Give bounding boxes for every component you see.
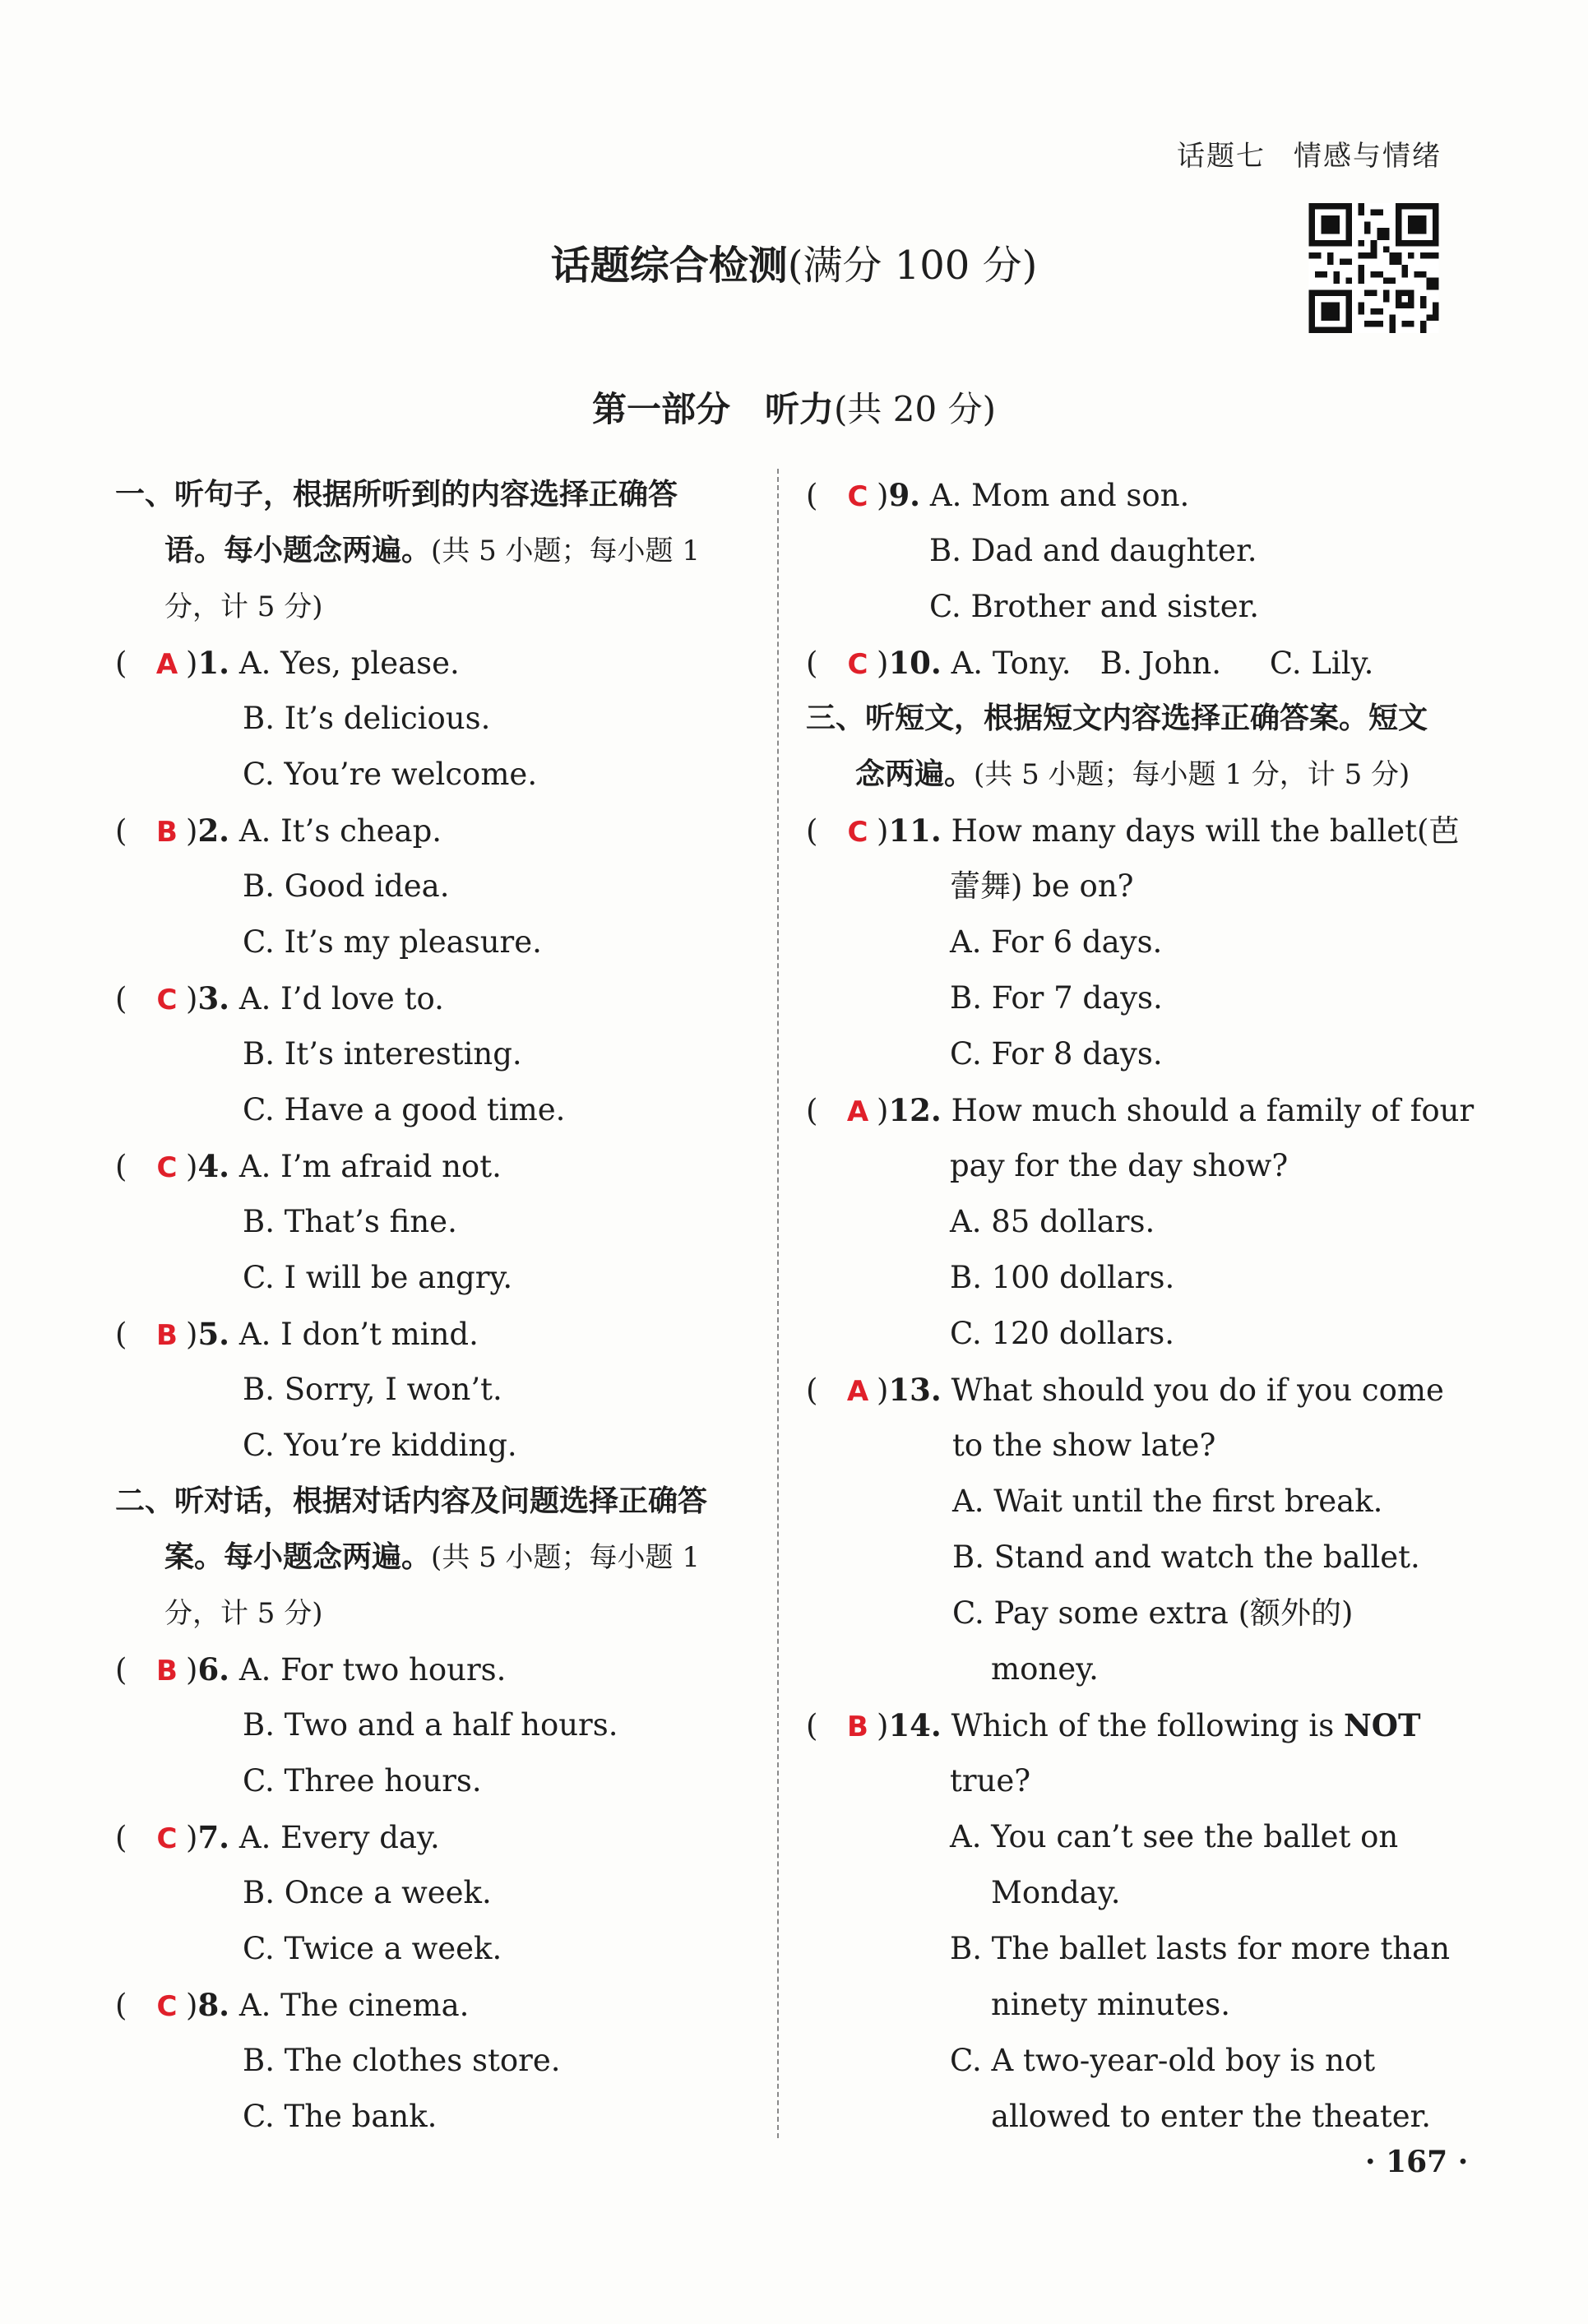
- option-a: A. Every day.: [238, 1820, 440, 1855]
- part-title: [0, 382, 1588, 432]
- option-c: C. Brother and sister.: [929, 589, 1260, 624]
- section-2-line-2: 案。每小题念两遍。(共 5 小题；每小题 1: [164, 1540, 700, 1574]
- option-b: B. For 7 days.: [950, 980, 1163, 1016]
- answer-q5[interactable]: B: [156, 1319, 178, 1352]
- question-stem-cont: pay for the day show?: [950, 1148, 1289, 1183]
- option-c: C. Pay some extra (额外的): [952, 1595, 1354, 1631]
- question-stem-cont: true?: [950, 1763, 1031, 1799]
- question-11: ( C )11. How many days will the ballet(芭 蕾舞) be on? A. For 6 days. B. For 7 days. C. For 8 days.: [806, 803, 1443, 1082]
- question-5: ( B )5. A. I don’t mind. B. Sorry, I won’t. C. You’re kidding.: [115, 1306, 748, 1474]
- option-b: B. It’s interesting.: [243, 1036, 522, 1072]
- option-b: B. It’s delicious.: [243, 701, 491, 736]
- option-c: C. Twice a week.: [243, 1931, 502, 1966]
- option-b: B. The ballet lasts for more than: [950, 1931, 1451, 1966]
- column-divider: [777, 469, 779, 2138]
- question-13: ( A )13. What should you do if you come to the show late? A. Wait until the first break. B. Stand and watch the ballet. C. Pay some extra (额外的) money.: [806, 1362, 1443, 1697]
- section-3-instructions: [806, 691, 1443, 803]
- option-a: A. Yes, please.: [238, 646, 460, 681]
- option-b: B. The clothes store.: [243, 2043, 561, 2078]
- option-a: A. 85 dollars.: [950, 1204, 1155, 1239]
- answer-q1[interactable]: A: [155, 648, 178, 681]
- option-a: A. I’d love to.: [238, 981, 444, 1016]
- topic-label: 话题七: [1177, 140, 1266, 173]
- option-c: C. You’re kidding.: [243, 1428, 517, 1463]
- section-1-line-3: 分，计 5 分): [164, 590, 323, 623]
- section-3-line-2: 念两遍。(共 5 小题；每小题 1 分，计 5 分): [855, 757, 1410, 791]
- option-a: A. The cinema.: [238, 1988, 470, 2023]
- answer-q6[interactable]: B: [156, 1655, 178, 1687]
- option-c: C. For 8 days.: [950, 1036, 1163, 1072]
- answer-q14[interactable]: B: [847, 1711, 868, 1743]
- topic-subtitle: 情感与情绪: [1294, 140, 1442, 173]
- answer-q9[interactable]: C: [847, 480, 868, 513]
- section-2-line-3: 分，计 5 分): [164, 1597, 323, 1630]
- option-b: B. Good idea.: [243, 868, 450, 904]
- option-a: A. I don’t mind.: [238, 1317, 479, 1352]
- option-b: B. 100 dollars.: [950, 1260, 1175, 1295]
- question-7: ( C )7. A. Every day. B. Once a week. C. Twice a week.: [115, 1809, 748, 1977]
- option-a-cont: Monday.: [991, 1875, 1121, 1910]
- option-a: A. Tony.: [951, 646, 1072, 681]
- option-b-cont: ninety minutes.: [991, 1987, 1231, 2022]
- option-b: B. Two and a half hours.: [243, 1707, 618, 1743]
- option-c: C. Have a good time.: [243, 1092, 566, 1127]
- question-4: ( C )4. A. I’m afraid not. B. That’s fine. C. I will be angry.: [115, 1138, 748, 1306]
- qr-code-icon[interactable]: [1307, 203, 1441, 333]
- title-score: (满分 100 分): [787, 243, 1038, 289]
- question-2: ( B )2. A. It’s cheap. B. Good idea. C. It’s my pleasure.: [115, 803, 748, 970]
- question-stem: What should you do if you come: [951, 1373, 1444, 1408]
- option-c: C. It’s my pleasure.: [243, 924, 542, 960]
- option-c: C. I will be angry.: [243, 1260, 513, 1295]
- right-column: [806, 467, 1475, 2145]
- section-1-line-1: 一、听句子，根据所听到的内容选择正确答: [115, 478, 678, 512]
- section-1-line-2: 语。每小题念两遍。(共 5 小题；每小题 1: [164, 534, 700, 567]
- option-c-cont: money.: [991, 1651, 1099, 1687]
- section-2-instructions: [115, 1474, 748, 1641]
- question-3: ( C )3. A. I’d love to. B. It’s interesting. C. Have a good time.: [115, 970, 748, 1138]
- option-a: A. Wait until the first break.: [952, 1484, 1383, 1519]
- answer-q13[interactable]: A: [846, 1375, 869, 1408]
- option-b: B. Sorry, I won’t.: [243, 1372, 502, 1407]
- option-a: A. For two hours.: [238, 1652, 507, 1687]
- option-b: B. John.: [1100, 646, 1222, 681]
- question-stem: How many days will the ballet(芭: [951, 813, 1460, 849]
- title-main: 话题综合检测: [550, 243, 788, 289]
- option-a: A. Mom and son.: [929, 478, 1190, 513]
- question-6: ( B )6. A. For two hours. B. Two and a half hours. C. Three hours.: [115, 1641, 748, 1809]
- answer-q11[interactable]: C: [847, 816, 868, 849]
- question-stem: How much should a family of four: [951, 1093, 1475, 1128]
- question-stem-emphasis: NOT: [1343, 1707, 1421, 1743]
- question-stem-cont: 蕾舞) be on?: [950, 868, 1134, 904]
- option-c: C. You’re welcome.: [243, 757, 538, 792]
- answer-q10[interactable]: C: [847, 648, 868, 681]
- option-c-cont: allowed to enter the theater.: [991, 2099, 1432, 2134]
- part-title-main: 第一部分 听力: [592, 389, 835, 429]
- left-column: [115, 467, 748, 2145]
- option-c: C. Three hours.: [243, 1763, 482, 1799]
- option-a: A. You can’t see the ballet on: [950, 1819, 1399, 1854]
- option-c: C. 120 dollars.: [950, 1316, 1175, 1351]
- answer-q4[interactable]: C: [156, 1151, 178, 1184]
- section-2-line-1: 二、听对话，根据对话内容及问题选择正确答: [115, 1484, 708, 1518]
- part-title-score: (共 20 分): [834, 389, 996, 429]
- option-a: A. It’s cheap.: [238, 813, 442, 849]
- section-3-line-1: 三、听短文，根据短文内容选择正确答案。短文: [806, 701, 1428, 735]
- answer-q7[interactable]: C: [156, 1822, 178, 1855]
- option-c: C. Lily.: [1269, 646, 1374, 681]
- answer-q3[interactable]: C: [156, 984, 178, 1016]
- section-1-instructions: [115, 467, 748, 635]
- answer-q2[interactable]: B: [156, 816, 178, 849]
- question-stem-cont: to the show late?: [952, 1428, 1216, 1463]
- option-b: B. Stand and watch the ballet.: [952, 1539, 1420, 1575]
- question-12: ( A )12. How much should a family of four pay for the day show? A. 85 dollars. B. 100 dollars. C. 120 dollars.: [806, 1082, 1443, 1362]
- answer-q12[interactable]: A: [846, 1095, 869, 1128]
- option-b: B. Dad and daughter.: [929, 533, 1257, 568]
- question-8: ( C )8. A. The cinema. B. The clothes store. C. The bank.: [115, 1977, 748, 2145]
- option-b: B. Once a week.: [243, 1875, 492, 1910]
- page-number: · 167 ·: [1365, 2145, 1469, 2179]
- option-a: A. For 6 days.: [950, 924, 1163, 960]
- option-a: A. I’m afraid not.: [238, 1149, 502, 1184]
- question-9: ( C )9. A. Mom and son. B. Dad and daughter. C. Brother and sister.: [806, 467, 1443, 635]
- answer-q8[interactable]: C: [156, 1990, 178, 2023]
- option-c: C. The bank.: [243, 2099, 438, 2134]
- question-stem: Which of the following is: [951, 1708, 1335, 1743]
- option-b: B. That’s fine.: [243, 1204, 457, 1239]
- topic-header: [1177, 133, 1442, 174]
- question-14: ( B )14. Which of the following is NOT true? A. You can’t see the ballet on Monday. B. The ballet lasts for more than ninety minutes. C. A two-year-old boy is not allowed to enter the theater.: [806, 1697, 1443, 2145]
- question-10: ( C )10. A. Tony. B. John. C. Lily.: [806, 635, 1443, 691]
- option-c: C. A two-year-old boy is not: [950, 2043, 1376, 2078]
- question-1: ( A )1. A. Yes, please. B. It’s delicious. C. You’re welcome.: [115, 635, 748, 803]
